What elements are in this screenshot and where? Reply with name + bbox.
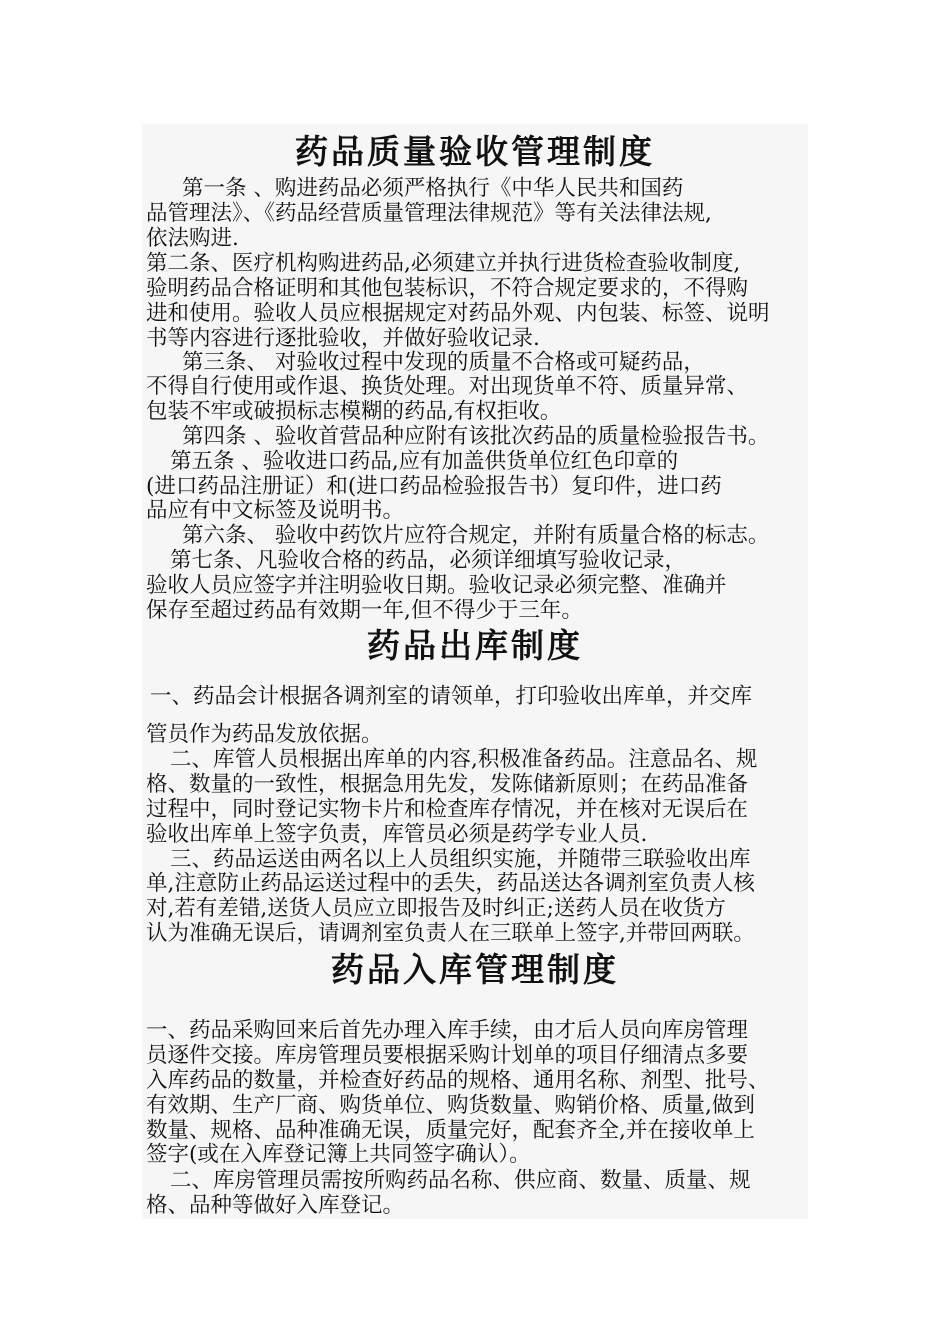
paragraph-line: 第六条、 验收中药饮片应符合规定，并附有质量合格的标志。 [182, 523, 770, 548]
paragraph-line: 验明药品合格证明和其他包装标识，不符合规定要求的，不得购 [146, 276, 749, 301]
paragraph-line: 格、数量的一致性，根据急用先发，发陈储新原则；在药品准备 [146, 772, 749, 797]
paragraph-line: 进和使用。验收人员应根据规定对药品外观、内包装、标签、说明 [146, 301, 770, 326]
paragraph-line: (进口药品注册证）和(进口药品检验报告书）复印件，进口药 [146, 474, 722, 499]
paragraph-line: 验收人员应签字并注明验收日期。验收记录必须完整、准确并 [146, 573, 727, 598]
section-title-outbound: 药品出库制度 [367, 626, 583, 665]
paragraph-line: 过程中，同时登记实物卡片和检查库存情况，并在核对无误后在 [146, 797, 749, 822]
paragraph-line: 一、药品会计根据各调剂室的请领单，打印验收出库单，并交库 [150, 684, 753, 709]
paragraph-line: 包装不牢或破损标志模糊的药品,有权拒收。 [146, 399, 562, 424]
paragraph-line: 第四条 、验收首营品种应附有该批次药品的质量检验报告书。 [182, 424, 770, 449]
paragraph-line: 二、库房管理员需按所购药品名称、供应商、数量、质量、规 [170, 1168, 751, 1193]
paragraph-line: 品管理法》、《药品经营质量管理法律规范》等有关法律法规, [146, 201, 712, 226]
paragraph-line: 验收出库单上签字负责，库管员必须是药学专业人员. [146, 822, 648, 847]
paragraph-line: 认为准确无误后，请调剂室负责人在三联单上签字,并带回两联。 [146, 921, 755, 946]
paragraph-line: 第七条、凡验收合格的药品，必须详细填写验收记录， [170, 548, 687, 573]
paragraph-line: 保存至超过药品有效期一年,但不得少于三年。 [146, 598, 583, 623]
paragraph-line: 书等内容进行逐批验收，并做好验收记录. [146, 326, 540, 351]
paragraph-line: 三、药品运送由两名以上人员组织实施，并随带三联验收出库 [170, 847, 751, 872]
paragraph-line: 不得自行使用或作退、换货处理。对出现货单不符、质量异常、 [146, 374, 749, 399]
paragraph-line: 第三条、 对验收过程中发现的质量不合格或可疑药品， [182, 350, 705, 375]
paragraph-line: 第五条 、验收进口药品,应有加盖供货单位红色印章的 [170, 449, 679, 474]
paragraph-line: 签字(或在入库登记簿上共同签字确认）。 [146, 1142, 531, 1167]
section-title-acceptance: 药品质量验收管理制度 [295, 132, 655, 171]
paragraph-line: 单,注意防止药品运送过程中的丢失，药品送达各调剂室负责人核 [146, 871, 755, 896]
paragraph-line: 入库药品的数量，并检查好药品的规格、通用名称、剂型、批号、 [146, 1068, 770, 1093]
document-page [142, 124, 808, 1219]
paragraph-line: 员逐件交接。库房管理员要根据采购计划单的项目仔细清点多要 [146, 1043, 749, 1068]
paragraph-line: 二、库管人员根据出库单的内容,积极准备药品。注意品名、规 [170, 747, 758, 772]
section-title-inbound: 药品入库管理制度 [331, 950, 619, 989]
paragraph-line: 对,若有差错,送货人员应立即报告及时纠正;送药人员在收货方 [146, 896, 726, 921]
paragraph-line: 品应有中文标签及说明书。 [146, 498, 405, 523]
paragraph-line: 第二条、医疗机构购进药品,必须建立并执行进货检查验收制度, [146, 251, 741, 276]
paragraph-line: 格、品种等做好入库登记。 [146, 1193, 405, 1218]
paragraph-line: 一、药品采购回来后首先办理入库手续，由才后人员向库房管理 [146, 1018, 749, 1043]
paragraph-line: 第一条 、购进药品必须严格执行《中华人民共和国药 [182, 176, 684, 201]
paragraph-line: 依法购进. [146, 226, 239, 251]
paragraph-line: 管员作为药品发放依据。 [146, 722, 383, 747]
paragraph-line: 有效期、生产厂商、购货单位、购货数量、购销价格、质量,做到 [146, 1093, 755, 1118]
paragraph-line: 数量、规格、品种准确无误，质量完好，配套齐全,并在接收单上 [146, 1118, 755, 1143]
